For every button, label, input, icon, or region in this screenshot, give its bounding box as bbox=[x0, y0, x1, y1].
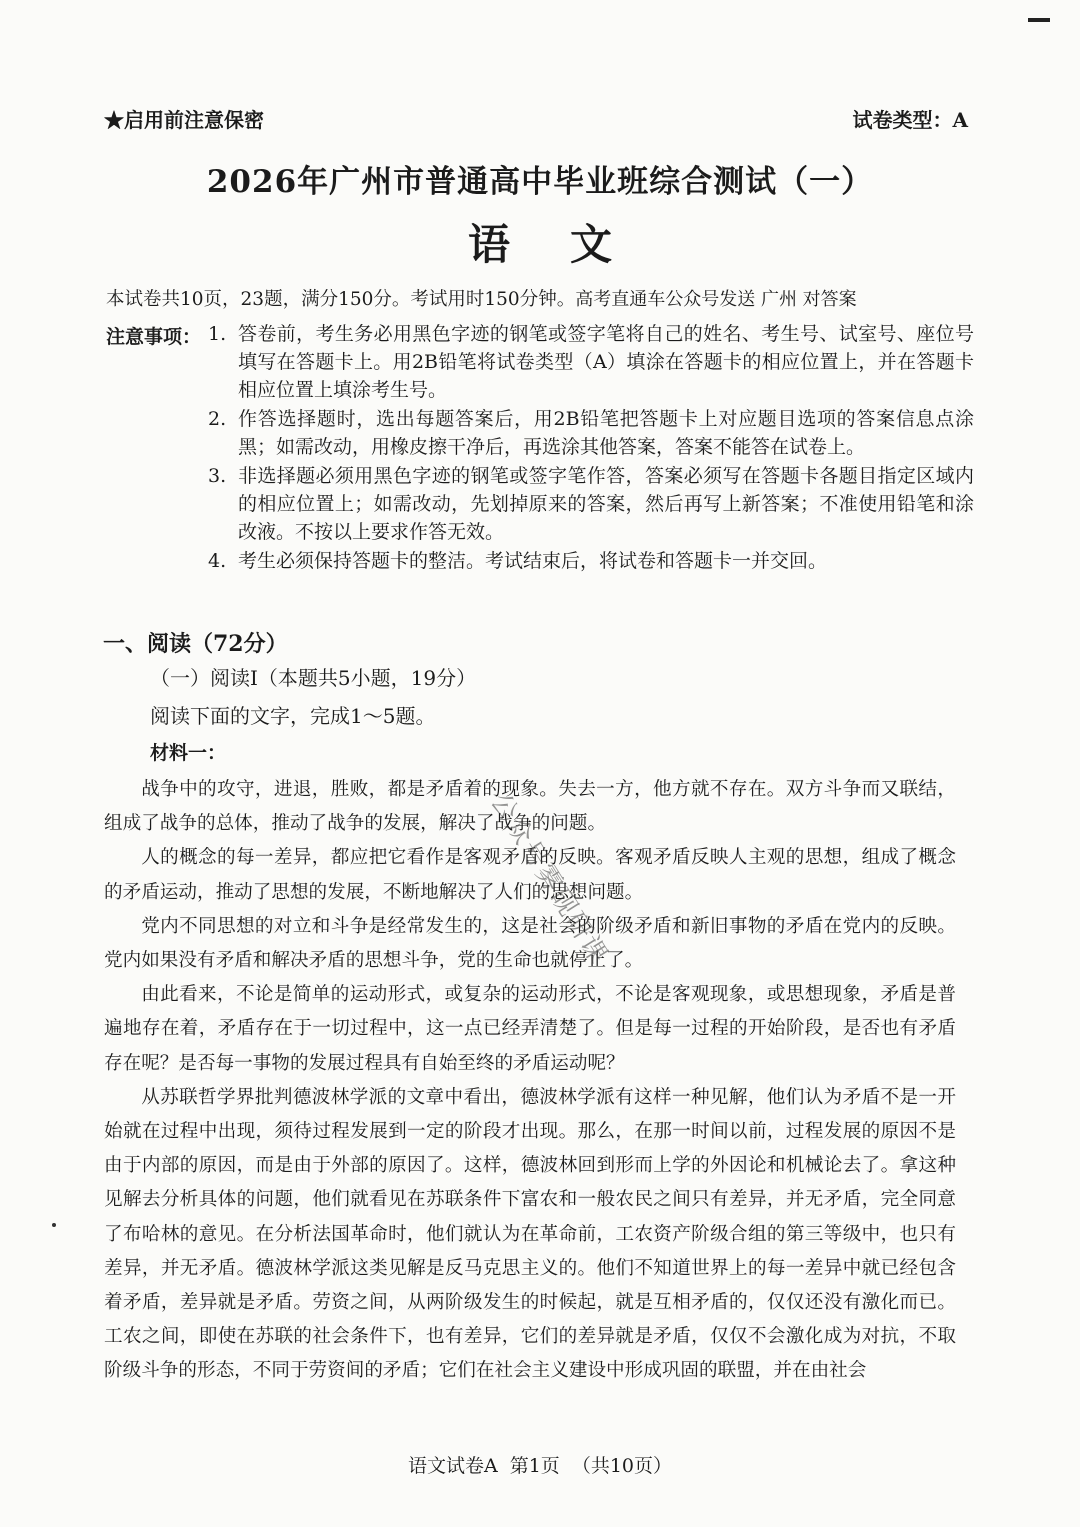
scan-edge-mark bbox=[1028, 18, 1050, 22]
page-footer bbox=[0, 1451, 1080, 1478]
notice-item-text: 考生必须保持答题卡的整洁。考试结束后，将试卷和答题卡一并交回。 bbox=[238, 550, 828, 572]
passage-paragraph: 由此看来，不论是简单的运动形式，或复杂的运动形式，不论是客观现象，或思想现象，矛盾是普遍地存在着，矛盾存在于一切过程中，这一点已经弄清楚了。但是每一过程的开始阶段，是否也有矛盾存在呢？是否每一事物的发展过程具有自始至终的矛盾运动呢？ bbox=[104, 984, 956, 1074]
notice-list bbox=[208, 320, 974, 576]
notice-item-number: 3. bbox=[208, 465, 227, 487]
passage-paragraph: 战争中的攻守，进退，胜败，都是矛盾着的现象。失去一方，他方就不存在。双方斗争而又联结，组成了战争的总体，推动了战争的发展，解决了战争的问题。 bbox=[104, 779, 956, 835]
notice-item bbox=[208, 462, 974, 546]
notice-item-text: 答卷前，考生务必用黑色字迹的钢笔或签字笔将自己的姓名、考生号、试室号、座位号填写在答题卡上。用2B铅笔将试卷类型（A）填涂在答题卡的相应位置上，并在答题卡相应位置上填涂考生号。 bbox=[238, 323, 974, 401]
footer-page-number: 第1页 bbox=[509, 1455, 560, 1477]
notice-item-number: 2. bbox=[208, 408, 227, 430]
notice-item-number: 4. bbox=[208, 550, 227, 572]
passage-paragraph: 党内不同思想的对立和斗争是经常发生的，这是社会的阶级矛盾和新旧事物的矛盾在党内的反映。党内如果没有矛盾和解决矛盾的思想斗争，党的生命也就停止了。 bbox=[104, 915, 956, 972]
footer-total-pages: （共10页） bbox=[571, 1455, 672, 1477]
reading-instruction: 阅读下面的文字，完成1～5题。 bbox=[150, 704, 436, 728]
notice-item-number: 1. bbox=[208, 323, 227, 345]
passage-paragraph: 人的概念的每一差异，都应把它看作是客观矛盾的反映。客观矛盾反映人主观的思想，组成了概念的矛盾运动，推动了思想的发展，不断地解决了人们的思想问题。 bbox=[104, 847, 956, 903]
notice-item-text: 非选择题必须用黑色字迹的钢笔或签字笔作答，答案必须写在答题卡各题目指定区域内的相应位置上；如需改动，先划掉原来的答案，然后再写上新答案；不准使用铅笔和涂改液。不按以上要求作答无效。 bbox=[238, 465, 974, 543]
exam-info-text: 本试卷共10页，23题，满分150分。考试用时150分钟。 bbox=[106, 289, 576, 310]
notice-item bbox=[208, 405, 974, 461]
section-title: 一、阅读（72分） bbox=[103, 631, 288, 657]
material-label: 材料一： bbox=[150, 742, 227, 764]
notice-item bbox=[208, 547, 974, 575]
paper-type-label: 试卷类型：A bbox=[852, 108, 968, 132]
notice-item-text: 作答选择题时，选出每题答案后，用2B铅笔把答题卡上对应题目选项的答案信息点涂黑；如需改动，用橡皮擦干净后，再选涂其他答案，答案不能答在试卷上。 bbox=[238, 408, 974, 458]
notice-label: 注意事项： bbox=[106, 326, 202, 348]
scan-speck bbox=[52, 1223, 56, 1227]
passage-paragraph: 从苏联哲学界批判德波林学派的文章中看出，德波林学派有这样一种见解，他们认为矛盾不是一开始就在过程中出现，须待过程发展到一定的阶段才出现。那么，在那一时间以前，过程发展的原因不是由于内部的原因，而是由于外部的原因了。这样，德波林回到形而上学的外因论和机械论去了。拿这种见解去分析具体的问题，他们就看见在苏联条件下富农和一般农民之间只有差异，并无矛盾，完全同意了布哈林的意见。在分析法国革命时，他们就认为在革命前，工农资产阶级合组的第三等级中，也只有差异，并无矛盾。德波林学派这类见解是反马克思主义的。他们不知道世界上的每一差异中就已经包含着矛盾，差异就是矛盾。劳资之间，从两阶级发生的时候起，就是互相矛盾的，仅仅还没有激化而已。工农之间，即使在苏联的社会条件下，也有差异，它们的差异就是矛盾，仅仅不会激化成为对抗，不取阶级斗争的形态，不同于劳资间的矛盾；它们在社会主义建设中形成巩固的联盟，并在由社会 bbox=[104, 1086, 956, 1382]
footer-paper-label: 语文试卷A bbox=[407, 1455, 498, 1477]
confidential-label: ★启用前注意保密 bbox=[104, 108, 264, 132]
notice-item bbox=[208, 320, 974, 404]
exam-info-note: 高考直通车公众号发送 广州 对答案 bbox=[575, 289, 857, 310]
subject-title: 语文 bbox=[467, 220, 672, 269]
exam-title: 2026年广州市普通高中毕业班综合测试（一） bbox=[206, 164, 874, 200]
exam-info bbox=[106, 285, 1006, 311]
subsection-title: （一）阅读Ⅰ（本题共5小题，19分） bbox=[150, 666, 477, 690]
watermark: 公众号雾砚研课 bbox=[484, 788, 614, 971]
